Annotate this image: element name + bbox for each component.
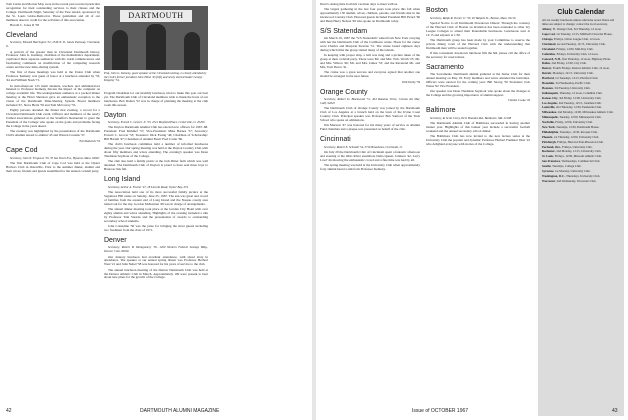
section-heading: S/S Statendam <box>320 27 368 35</box>
paragraph: The Baltimore Club has now invited to the new lecture series at the University Club the popular and dynamic Professor Herbert Faulkner West '22 who delighted everyone with stories of the College. <box>426 134 530 147</box>
calendar-city: Philadelphia <box>542 129 559 134</box>
calendar-city: Nashville <box>542 120 554 125</box>
calendar-details: Fridays, 12:00, Missouri Athletic Club. <box>554 154 602 159</box>
calendar-details: Mondays, 12:15, University Club. <box>552 71 594 76</box>
calendar-city: San Francisco <box>542 159 561 164</box>
section-byline: Secretary, Ralph R. Turner Jr. '50, 40 Walpole St., Boston, Mass. 02116 <box>430 15 516 20</box>
paragraph: The first Dartmouth Club of Cape Cod was held at the Oyster Harbors Club in Osterville. Prior to the summer dinner, alumni and their wives, friends and guests assembled for the annual cocktail party. <box>6 161 100 174</box>
calendar-entry: Worcester, 2nd Wednesday, Worcester Club. <box>542 178 597 183</box>
paragraph: Our speaker was Dean Thaddeus Seymour who spoke about the changes at the College and the growing importance of alumni support. <box>426 89 530 98</box>
issue-date: Issue of OCTOBER 1967 <box>412 408 469 414</box>
calendar-city: Minneapolis <box>542 115 558 120</box>
calendar-details: Tuesdays, 12:30, Dartmouth House. <box>556 125 600 129</box>
calendar-city: Los Angeles <box>542 100 558 105</box>
section-heading: Orange County <box>320 88 368 96</box>
calendar-details: Friday, 12:00, University Club. <box>555 120 593 125</box>
section-heading: Cape Cod <box>6 147 38 155</box>
calendar-details: first Thursday, 12 noon, Highway Hotel. <box>562 56 611 61</box>
section-byline: Secretary, Everett C. Grover, Jr. '53, 4721 Mayfield Place, Centerville, O. 45459 <box>108 120 205 125</box>
section-heading: Sacramento <box>426 63 464 71</box>
section-byline: Secretary, Edward Barrington '52, 2546 N. St. James Parkway, Cleveland, O. <box>6 40 100 49</box>
calendar-details: Tuesdays, College Club. <box>552 164 582 169</box>
paragraph: In mid-afternoon 125 math students, teachers and administrators listened to Professor Kemeny discuss the impact of the computer on college academic life. The undergraduate audience at a packed dinner meeting at the Hotel Sheraton gave an enthusiastic reception to the vision of the Dartmouth Time-Sharing System. Board members included '47, Steve Hertz '59 and Tom McCorrey '55. <box>6 83 100 108</box>
paragraph: The annual dinner meeting took place at the Garden City Hotel with over eighty alumni and wives attending. Highlights of the evening included a talk by Professor Tom Stearns and the presentation of awards to outstanding secondary school students. <box>104 206 208 223</box>
paragraph: The Sacramento Dartmouth alumni gathered at the Sutter Club for their annual meeting on May 18. Forty members and wives attended the festivities. Officers were elected for the coming year: Bill Strong '50 President; Jack Wiese '62 Vice President. <box>426 72 530 88</box>
section-heading: Cleveland <box>6 31 38 39</box>
calendar-details: 3rd Wednesday, Pacific Club. <box>555 80 591 85</box>
right-page-column-1 <box>320 3 420 405</box>
calendar-entry: Kansas City, 3rd Friday, 12:00, University Club. <box>542 95 602 100</box>
section-byline: Secretary, R. Scott Corey, 8211 Brandon Rd., Baltimore, Md. 21208 <box>430 115 512 120</box>
page-number-right: 43 <box>612 408 618 414</box>
section-byline: Secretary, Arthur A. Fowler '47, 18 Lincoln Road, Oyster Bay, N.Y. <box>108 184 189 189</box>
calendar-entry: Nashville, Friday, 12:00, University Club. <box>542 120 593 125</box>
calendar-entry: Washington, D.C., Thursdays, University Club. <box>542 173 601 178</box>
calendar-entry: Dallas, 2nd Friday, 12:00, City Club. <box>542 61 587 66</box>
calendar-city: Cape Cod <box>542 32 555 37</box>
calendar-entry: Phoenix, 1st Thursday, 12:00, University Club. <box>542 134 600 139</box>
paragraph: The cruise was a great success and everyone agreed that another one should be arranged in the near future. <box>320 70 420 79</box>
calendar-city: Milwaukee <box>542 110 557 115</box>
signature: Ed Oberkirch '53 <box>79 138 100 143</box>
calendar-details: Tuesdays, 12:30, Racquet Club. <box>559 129 598 134</box>
calendar-entry: Denver, Fourth Fridays, Denver Athletic Club, 12 noon. <box>542 66 610 71</box>
calendar-details: Fourth Fridays, Denver Athletic Club, 12 noon. <box>552 66 610 71</box>
page-number-left: 42 <box>6 408 12 414</box>
calendar-details: 3rd Friday, 12:00, University Club. <box>559 95 602 100</box>
section-byline: Secretary, Robert D. Blackwood '51, 404 Ramona Drive, Corona del Mar, Calif. 92625 <box>320 97 420 105</box>
section-byline: Secretary, John N. Ferguson '39, 35 Sea Street Ext., Hyannis, Mass. 02601 <box>10 155 100 160</box>
paragraph: The club's luncheon committee held a number of informal luncheons during the year. Our spring meeting was held at the Dayton Country Club with about fifty members and wives attending. The evening's speaker was Dean Thaddeus Seymour of the College. <box>104 142 208 159</box>
calendar-details: 1st Monday, University Club. <box>555 169 591 174</box>
calendar-entry: Rochester, 2nd Monday, 12:15, University Club. <box>542 149 602 154</box>
calendar-city: Worcester <box>542 178 556 183</box>
section-heading: Baltimore <box>426 107 456 115</box>
calendar-entry: Los Angeles, 2nd Tuesday, 12:15, Jonathan Club. <box>542 100 602 105</box>
person-figure <box>146 24 166 70</box>
calendar-city: Portland, Ore. <box>542 144 561 149</box>
calendar-entry: Portland, Ore., Fridays, University Club. <box>542 144 593 149</box>
calendar-city: Washington, D.C. <box>542 173 565 178</box>
paragraph: Tom Curtis and Morton May were in the recent past received particular recognition for their outstanding services to their classes and the College. Dartmouth Night, Saturday of the Year Award, sponsored by the St. Louis Globe-Democrat. These gentlemen and all of our members deserve credit for the activities of this association. <box>6 2 100 22</box>
paragraph: The Dayton Dartmouth Alumni Club has elected new officers for 1967–68. President: Fred Kimmel '57; Vice-President: Mike Barnes '57; Secretary: Everett C. Grover '53; Treasurer: Dick Ewing '46; Chairman of Scholarship: Bill Harrell '47; Chairman of Alumni Fund: Fred Carter '60. <box>104 125 208 142</box>
paragraph: Jim Marston '47 was honored for his many years of service as Alumni Fund chairman and a plaque was presented on behalf of the club. <box>320 123 420 132</box>
calendar-city: Albany <box>542 27 552 32</box>
section-byline: Secretary, Robert E. Schmidt '54, 3716 Broadview, Cincinnati, O. <box>324 144 403 149</box>
calendar-details: 2nd Thursday, 12:30, Pendennis Club. <box>556 105 602 110</box>
calendar-city: Detroit <box>542 71 552 76</box>
calendar-entry: Detroit, Mondays, 12:15, University Club. <box>542 71 594 76</box>
calendar-title: Club Calendar <box>557 9 605 16</box>
paragraph: Eighty persons attended the dinner that evening, a record for a Cleveland Dartmouth Club event. Officers and members of the newly formed associations gathered at the Stouffer's Restaurant to greet the President of the College who spoke on the goals and problems facing the College in the years ahead. <box>6 108 100 129</box>
signature: Charles Cooke '43 <box>507 98 530 103</box>
kemeny-photo <box>104 6 208 70</box>
section-heading: Long Island <box>104 176 141 184</box>
calendar-city: Pittsburgh <box>542 139 556 144</box>
calendar-city: Cleveland <box>542 46 555 51</box>
calendar-details: Wednesdays, Commercial Club. <box>561 159 601 164</box>
signature: Walt Darby '59 <box>401 79 420 84</box>
calendar-entry: Minneapolis, Tuesday, 12:00, Minneapolis Club. <box>542 115 602 120</box>
calendar-details: Fridays, University Club. <box>562 144 593 149</box>
section-heading: Denver <box>104 236 127 244</box>
club-calendar <box>538 4 624 416</box>
calendar-details: 1st Tuesday, 12:15, Mildred's Chowder House. <box>556 32 613 37</box>
calendar-details: Thursday, 12 noon, Columbia Club. <box>559 90 603 95</box>
calendar-city: St. Louis <box>542 154 554 159</box>
person-figure <box>184 32 200 70</box>
calendar-city: Concord, N.H. <box>542 56 561 61</box>
calendar-entry: Milwaukee, 2nd Monday, 12:00, Milwaukee Athletic Club. <box>542 110 614 115</box>
calendar-entry: San Francisco, Wednesdays, Commercial Club. <box>542 159 601 164</box>
calendar-city: Dallas <box>542 61 551 66</box>
calendar-details: Thursdays, University Club. <box>566 173 601 178</box>
right-page-column-2 <box>426 3 530 405</box>
calendar-entry: Columbus, Fridays, University Club, 12 noon. <box>542 51 599 56</box>
calendar-entry: Concord, N.H., first Thursday, 12 noon, Highway Hotel. <box>542 56 611 61</box>
paragraph: The evening was highlighted by the presentation of the Dartmouth Club's Alumni Award to alumni '43 and Warren Cousins '37. <box>6 129 100 138</box>
calendar-entry: Cincinnati, second Tuesday, 12:15, University Club. <box>542 41 606 46</box>
calendar-entry: Honolulu, 3rd Wednesday, Pacific Club. <box>542 80 591 85</box>
left-page <box>0 0 312 420</box>
calendar-entry: Houston, 3rd Tuesday, University Club. <box>542 85 591 90</box>
calendar-details: 1st Thursday, 12:00, University Club. <box>553 134 600 139</box>
calendar-details: 1st Tuesdays, 12:15, Hartford Club. <box>555 76 599 81</box>
calendar-entry: New York, Tuesdays, 12:30, Dartmouth House. <box>542 125 600 129</box>
calendar-details: 2nd Monday, 12:15, University Club. <box>556 149 602 154</box>
paragraph: The largest gathering in the last four years took place this fall when approximately 150 alumni, wives, children, parents, and friends met in the Glenwood Country Club. Honored guests included President Bill Picard '60 and Dean Harry Nelson '49 who spoke on Dartmouth today. <box>320 7 420 24</box>
calendar-entry: Pittsburgh, Fridays, Harvard-Yale-Princeton Club. <box>542 139 604 144</box>
calendar-entry: Louisville, 2nd Thursday, 12:30, Pendennis Club. <box>542 105 602 110</box>
calendar-city: Louisville <box>542 105 555 110</box>
calendar-city: Kansas City <box>542 95 558 100</box>
calendar-city: Syracuse <box>542 169 554 174</box>
calendar-city: Phoenix <box>542 134 553 139</box>
section-heading: Cincinnati <box>320 136 351 144</box>
calendar-entry: Hartford, 1st Tuesdays, 12:15, Hartford Club. <box>542 76 599 81</box>
calendar-entry: Cape Cod, 1st Tuesday, 12:15, Mildred's Chowder House. <box>542 32 613 37</box>
section-byline: Secretary, Robert B. Montgomery '56, 1200 Western Federal Savings Bldg., Denver, Colo. 80202 <box>104 245 208 254</box>
paragraph: John Considine '50 was the prize for bringing the most guests including two freshmen from the class of 1971. <box>104 224 208 232</box>
calendar-entry: Chicago, Fridays, Union League Club, 12 noon. <box>542 36 601 41</box>
calendar-entry: Syracuse, 1st Monday, University Club. <box>542 169 591 174</box>
calendar-details: Ft. Orange Club, 3rd Thursday, 12 noon. <box>552 27 602 32</box>
calendar-details: 3rd Tuesday, University Club. <box>554 85 591 90</box>
calendar-entry: Seattle, Tuesdays, College Club. <box>542 164 582 169</box>
calendar-city: Houston <box>542 85 553 90</box>
left-page-column-2 <box>104 92 208 404</box>
calendar-city: New York <box>542 125 555 129</box>
section-heading: Dayton <box>104 111 127 119</box>
paragraph: The Association held one of its most successful family picnics at the Sagamore Hill estate on Sunday, June 25, 1967. The sun was great and crowd of families from the eastern end of Long Island and the Nassau county area turned out for the day. Gordon McKernan '49 was in charge of arrangements. <box>104 189 208 206</box>
calendar-details: Fridays, Union League Club, 12 noon. <box>554 36 601 41</box>
paragraph: The spring meeting was held at the University Club when approximately forty alumni heard a talk from Professor Kemeny. <box>320 163 420 171</box>
paragraph: Program Chairman for our monthly luncheon, tried to make this year our best yet. The Dartmouth Club of Cleveland members wish to thank the hosts of our luncheons. Bob Dalton '52 was in charge of planning the meeting at the club room this season. <box>104 92 208 107</box>
calendar-details: second Tuesday, 12:15, University Club. <box>557 41 606 46</box>
calendar-entry: Philadelphia, Tuesdays, 12:30, Racquet Club. <box>542 129 598 134</box>
calendar-city: Honolulu <box>542 80 555 85</box>
paragraph: In keeping with proper ship, a bell was rung and a picture taken of the group at their cocktail party. There were Mr. and Mrs. Wm. Worth '25; Mr. and Mrs. Wilson '46; Mr. and Mrs. James '53; and the Reverend Mr. and Mrs. Tom Pierce '41. <box>320 53 420 70</box>
paragraph: If this convenient downtown luncheon fills the bill, please call the office of the secretary for reservations. <box>426 50 530 59</box>
calendar-details: Fridays, Harvard-Yale-Princeton Club. <box>557 139 604 144</box>
publication-name: DARTMOUTH ALUMNI MAGAZINE <box>140 408 220 414</box>
calendar-city: Columbus <box>542 51 556 56</box>
dartmouth-sign: DARTMOUTH <box>120 10 192 22</box>
paragraph: The Dartmouth Alumni Club of Baltimore succeeded in having another banner year. Highlights of this banner year include a successful football weekend and the annual secondary school dinner. <box>426 121 530 133</box>
calendar-city: Cincinnati <box>542 41 556 46</box>
calendar-details: Tuesday, 12:00, Minneapolis Club. <box>559 115 602 120</box>
right-page <box>316 0 628 420</box>
paragraph: Harold C. Jones II '58 <box>10 22 39 27</box>
calendar-city: Hartford <box>542 76 554 81</box>
calendar-entry: Albany, Ft. Orange Club, 3rd Thursday, 12 noon. <box>542 27 602 32</box>
calendar-city: Denver <box>542 66 552 71</box>
section-heading: Boston <box>426 7 448 14</box>
paragraph: The first of these meetings was held at the Union Club when Professor Kemeny was guest of honor at a luncheon attended by '33, '44 and William Nash '71. <box>6 70 100 83</box>
photo-caption: Prof. John G. Kemeny, guest speaker at the Cleveland meeting, is closely attended by the Club's former president John Tilton '43 (left) and newly elected leader George Kingsley '54. <box>104 71 207 83</box>
paragraph: Special Notice to all Dartmouth Downtown Diners: Through the courtesy of the Harvard Club of Boston an invitation has been extended to other Ivy League Colleges to attend their Roundtable luncheons. Luncheons start at 12:15 and adjourn at 1:30. <box>426 20 530 37</box>
calendar-city: Seattle <box>542 164 551 169</box>
calendar-details: 2nd Wednesday, Worcester Club. <box>556 178 597 183</box>
calendar-city: Chicago <box>542 36 553 41</box>
paragraph: A portrait of the greater men in Cleveland Dartmouth history, Professor John G. Kemeny, chairman of the mathematics department, captivated three separate audiences with his warm reminiscences and fascinating comments on modification of the computing research center and the new time-sharing system. <box>6 49 100 70</box>
left-page-column-1 <box>6 3 100 175</box>
calendar-details: 2nd Monday, 12:00, Milwaukee Athletic Club. <box>557 110 614 115</box>
paragraph: The club also held a family picnic at the Jack Ritter farm which was well attended. The Dartmouth Club of Dayton is proud to have sent three boys to Hanover this fall. <box>104 159 208 172</box>
paragraph: Our January luncheon had excellent attendance, with about sixty in attendance. The speaker at our annual spring dinner was Professor Herbert West '21 and John Nebel '58 was honored for his years of service to the club. <box>104 254 208 267</box>
paragraph: The Dartmouth group has been made by your Committee to reserve the private dining room of the Harvard Club with the understanding that Dartmouth men will be seated together. <box>426 37 530 50</box>
paragraph: Dave's raising time from his vacation days to meet with us. <box>320 3 398 6</box>
calendar-city: Rochester <box>542 149 555 154</box>
paragraph: The Dartmouth Club of Orange County was joined by the Dartmouth Club of Los Angeles at a brunch held on the lawn of the Irvine Coast Country Club. Principal speaker was Professor Bob Sanford of the Tuck School who spoke on admissions. <box>320 106 420 122</box>
calendar-list <box>538 28 624 183</box>
calendar-city: Indianapolis <box>542 90 559 95</box>
calendar-entry: Cleveland, Fridays, 12:00, Mid-Day Club. <box>542 46 594 51</box>
calendar-details: Fridays, 12:00, Mid-Day Club. <box>556 46 594 51</box>
calendar-details: Fridays, University Club, 12 noon. <box>556 51 599 56</box>
paragraph: The annual luncheon meeting of the Denver Dartmouth Club was held at the Denver Athletic Club in March. Approximately 100 were present to hear about new plans for the growth of the College. <box>104 267 208 280</box>
calendar-details: 2nd Friday, 12:00, City Club. <box>551 61 587 66</box>
calendar-details: 2nd Tuesday, 12:15, Jonathan Club. <box>558 100 602 105</box>
paragraph: On July 20 the Dartmouth Club of Cincinnati spent a fantastic afternoon and evening at the Ohio River steamboat Delta Queen. Johnson '42, Larry Lawl '44 showing the enthusiastic crowd and a fine time was had by all. <box>320 149 420 162</box>
person-figure <box>112 30 128 70</box>
paragraph: On March 19, 1967 the "S/S Statendam" sailed from New York carrying with her the Dartmouth Club of the Caribbean cruise. Hosts for the cruise were Charles and Marjorie Stevens '51. The cruise lasted eighteen days during which time the group visited many of the islands. <box>320 36 420 53</box>
calendar-entry: Indianapolis, Thursday, 12 noon, Columbia Club. <box>542 90 603 95</box>
calendar-intro: All are weekly luncheons unless otherwise noted. Dates and times are subject to change; contact the local secretary. <box>542 18 615 26</box>
calendar-entry: St. Louis, Fridays, 12:00, Missouri Athletic Club. <box>542 154 602 159</box>
